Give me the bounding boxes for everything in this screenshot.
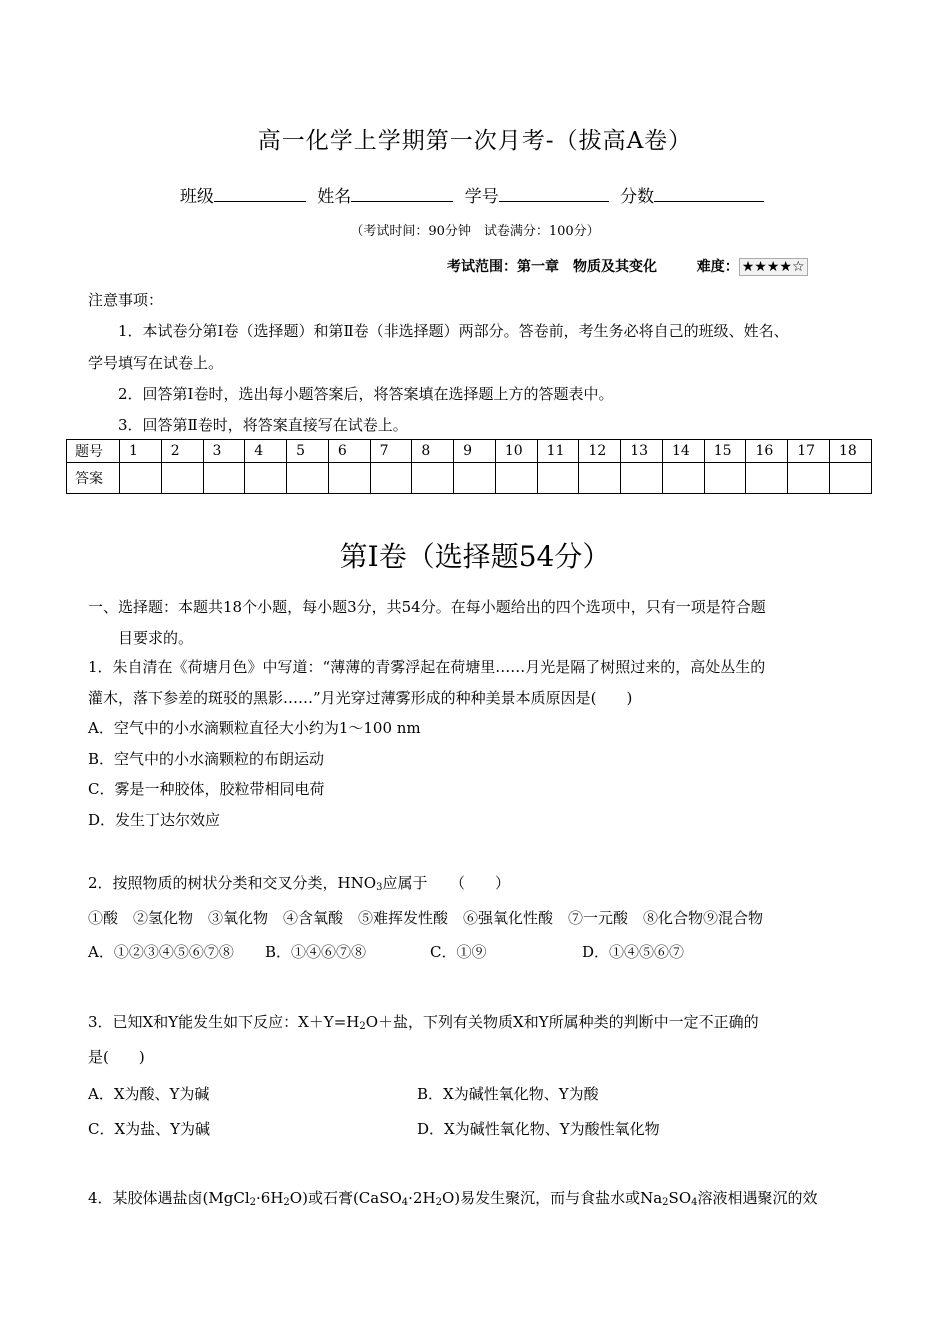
difficulty-stars: ★★★★☆ — [739, 258, 808, 276]
q3-text: 3．已知X和Y能发生如下反应：X＋Y=H — [88, 1013, 360, 1031]
answer-cell[interactable] — [830, 463, 872, 494]
answer-cell[interactable] — [370, 463, 412, 494]
answer-cell[interactable] — [662, 463, 704, 494]
class-label: 班级 — [179, 187, 214, 207]
answer-cell[interactable] — [328, 463, 370, 494]
exam-scope-row — [447, 256, 808, 276]
question-number: 16 — [746, 440, 788, 463]
answer-cell[interactable] — [203, 463, 245, 494]
number-row — [67, 440, 872, 463]
question-1-option-c: C．雾是一种胶体，胶粒带相同电荷 — [88, 780, 325, 798]
question-2-option-d: D．①④⑤⑥⑦ — [582, 943, 685, 961]
answer-cell[interactable] — [495, 463, 537, 494]
answer-cell[interactable] — [788, 463, 830, 494]
exam-scope: 考试范围：第一章 物质及其变化 — [447, 259, 657, 275]
question-number: 8 — [412, 440, 454, 463]
student-id-blank[interactable] — [499, 185, 609, 202]
q2-subscript: 3 — [376, 882, 383, 893]
question-2-option-b: B．①④⑥⑦⑧ — [265, 943, 367, 961]
q4-subscript: 2 — [662, 1197, 669, 1208]
answer-cell[interactable] — [161, 463, 203, 494]
q2-text-end: 应属于 （ ） — [382, 874, 510, 892]
question-3-stem-cont: 是( ) — [88, 1048, 145, 1066]
question-1-option-a: A．空气中的小水滴颗粒直径大小约为1～100 nm — [88, 719, 421, 737]
answer-cell[interactable] — [579, 463, 621, 494]
student-id-label: 学号 — [464, 187, 499, 207]
notice-item-2: 2．回答第Ⅰ卷时，选出每小题答案后，将答案填在选择题上方的答题表中。 — [118, 385, 614, 403]
answer-cell[interactable] — [245, 463, 287, 494]
question-number: 18 — [830, 440, 872, 463]
difficulty-label: 难度： — [696, 259, 739, 275]
section-intro-cont: 目要求的。 — [118, 629, 194, 647]
notice-item-1: 1．本试卷分第Ⅰ卷（选择题）和第Ⅱ卷（非选择题）两部分。答卷前，考生务必将自己的班级、姓名、 — [118, 322, 789, 340]
answer-cell[interactable] — [120, 463, 162, 494]
question-2-option-a: A．①②③④⑤⑥⑦⑧ — [88, 943, 234, 961]
question-number: 14 — [662, 440, 704, 463]
q4-text: O)或石膏(CaSO — [289, 1189, 402, 1207]
question-3-option-d: D．X为碱性氧化物、Y为酸性氧化物 — [417, 1120, 660, 1138]
question-number: 7 — [370, 440, 412, 463]
question-1-option-b: B．空气中的小水滴颗粒的布朗运动 — [88, 750, 325, 768]
answer-cell[interactable] — [412, 463, 454, 494]
question-number: 12 — [579, 440, 621, 463]
notice-item-3: 3．回答第Ⅱ卷时，将答案直接写在试卷上。 — [118, 416, 408, 434]
question-3-option-b: B．X为碱性氧化物、Y为酸 — [417, 1085, 599, 1103]
question-number: 5 — [287, 440, 329, 463]
score-blank[interactable] — [654, 185, 764, 202]
question-number: 4 — [245, 440, 287, 463]
q4-text: 溶液相遇聚沉的效 — [697, 1189, 818, 1207]
question-1-stem-cont: 灌木，落下参差的斑驳的黑影……”月光穿过薄雾形成的种种美景本质原因是( ) — [88, 689, 633, 707]
row-label-answer: 答案 — [67, 463, 120, 494]
question-1-option-d: D．发生丁达尔效应 — [88, 811, 221, 829]
question-number: 9 — [454, 440, 496, 463]
question-3-option-a: A．X为酸、Y为碱 — [88, 1085, 210, 1103]
exam-time-info: （考试时间：90分钟 试卷满分：100分） — [350, 224, 600, 239]
q4-text: ·6H — [256, 1189, 284, 1207]
q4-subscript: 2 — [249, 1197, 257, 1208]
question-number: 15 — [704, 440, 746, 463]
question-2-items: ①酸 ②氢化物 ③氧化物 ④含氧酸 ⑤难挥发性酸 ⑥强氧化性酸 ⑦一元酸 ⑧化合物⑨混合物 — [88, 909, 764, 927]
class-blank[interactable] — [214, 185, 306, 202]
answer-cell[interactable] — [287, 463, 329, 494]
question-number: 6 — [328, 440, 370, 463]
exam-title: 高一化学上学期第一次月考-（拔高A卷） — [257, 128, 693, 154]
question-number: 2 — [161, 440, 203, 463]
q3-text-end: O＋盐，下列有关物质X和Y所属种类的判断中一定不正确的 — [365, 1013, 759, 1031]
q4-subscript: 2 — [435, 1197, 442, 1208]
question-number: 10 — [495, 440, 537, 463]
question-2-option-c: C．①⑨ — [430, 943, 487, 961]
answer-table — [66, 439, 872, 494]
answer-cell[interactable] — [704, 463, 746, 494]
score-label: 分数 — [620, 187, 655, 207]
notice-item-1-cont: 学号填写在试卷上。 — [88, 354, 224, 372]
q4-text: O)易发生聚沉，而与食盐水或Na — [441, 1189, 663, 1207]
question-number: 11 — [537, 440, 579, 463]
question-3-stem — [88, 1011, 759, 1032]
question-3-option-c: C．X为盐、Y为碱 — [88, 1120, 211, 1138]
q4-text: SO — [668, 1189, 692, 1207]
question-1-stem: 1．朱自清在《荷塘月色》中写道：“薄薄的青雾浮起在荷塘里……月光是隔了树照过来的，高处丛生的 — [88, 658, 766, 676]
answer-cell[interactable] — [537, 463, 579, 494]
question-number: 1 — [120, 440, 162, 463]
q4-subscript: 4 — [401, 1197, 409, 1208]
name-label: 姓名 — [317, 187, 352, 207]
question-number: 13 — [621, 440, 663, 463]
q4-subscript: 4 — [691, 1197, 698, 1208]
q4-text: 4．某胶体遇盐卤(MgCl — [88, 1189, 250, 1207]
row-label-number: 题号 — [67, 440, 120, 463]
q3-subscript: 2 — [359, 1021, 366, 1032]
notice-heading: 注意事项： — [88, 291, 164, 309]
q4-text: ·2H — [408, 1189, 436, 1207]
answer-cell[interactable] — [454, 463, 496, 494]
answer-cell[interactable] — [621, 463, 663, 494]
question-number: 17 — [788, 440, 830, 463]
q4-subscript: 2 — [283, 1197, 290, 1208]
answer-row — [67, 463, 872, 494]
answer-cell[interactable] — [746, 463, 788, 494]
name-blank[interactable] — [351, 185, 453, 202]
question-2-stem — [88, 872, 510, 893]
section-title: 第Ⅰ卷（选择题54分） — [339, 540, 611, 573]
question-number: 3 — [203, 440, 245, 463]
student-info-row — [0, 182, 950, 207]
section-intro: 一、选择题：本题共18个小题，每小题3分，共54分。在每小题给出的四个选项中，只有一项是符合题 — [88, 598, 766, 616]
q2-text: 2．按照物质的树状分类和交叉分类，HNO — [88, 874, 377, 892]
question-4-stem — [88, 1187, 818, 1208]
